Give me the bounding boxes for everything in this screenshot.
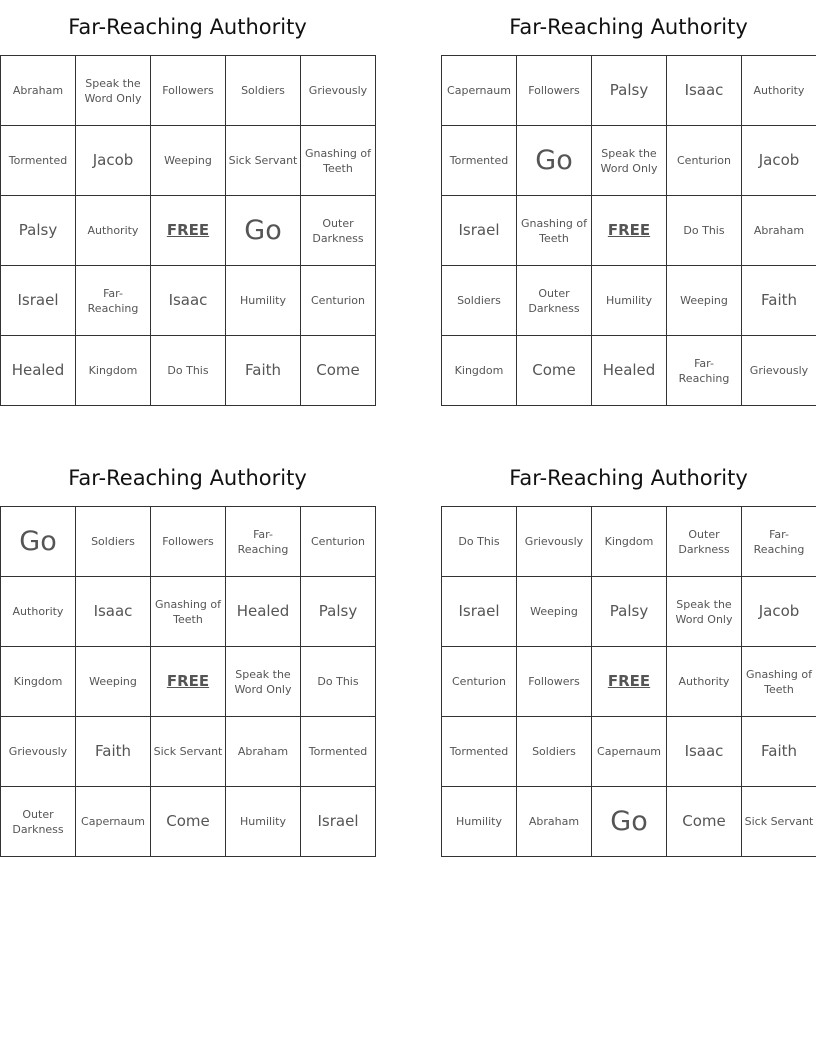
bingo-cell: Faith	[742, 266, 816, 336]
card-title: Far-Reaching Authority	[509, 466, 748, 490]
bingo-cell: Capernaum	[76, 787, 151, 857]
bingo-cell: Grievously	[517, 507, 592, 577]
bingo-cell: Healed	[1, 336, 76, 406]
bingo-cell: Do This	[301, 647, 376, 717]
bingo-cell: Soldiers	[517, 717, 592, 787]
bingo-cell: Soldiers	[442, 266, 517, 336]
bingo-cell: Jacob	[742, 577, 816, 647]
bingo-cell: Faith	[742, 717, 816, 787]
bingo-cell: Far-Reaching	[226, 507, 301, 577]
bingo-cell: Speak the Word Only	[76, 56, 151, 126]
bingo-cell: Come	[301, 336, 376, 406]
bingo-cell: Jacob	[742, 126, 816, 196]
bingo-cell: Abraham	[742, 196, 816, 266]
bingo-cell: Healed	[226, 577, 301, 647]
bingo-cell: Gnashing of Teeth	[151, 577, 226, 647]
card-title: Far-Reaching Authority	[509, 15, 748, 39]
free-space: FREE	[592, 647, 667, 717]
bingo-cell: Authority	[1, 577, 76, 647]
bingo-cell: Gnashing of Teeth	[301, 126, 376, 196]
bingo-card-4	[441, 451, 816, 857]
bingo-cell: Come	[151, 787, 226, 857]
bingo-cell: Isaac	[667, 717, 742, 787]
bingo-cell: Grievously	[301, 56, 376, 126]
bingo-cell: Isaac	[151, 266, 226, 336]
free-space: FREE	[592, 196, 667, 266]
bingo-cell: Grievously	[1, 717, 76, 787]
bingo-cell: Isaac	[76, 577, 151, 647]
bingo-cell: Palsy	[1, 196, 76, 266]
bingo-cell: Outer Darkness	[667, 507, 742, 577]
bingo-cell: Israel	[442, 577, 517, 647]
bingo-cell: Sick Servant	[226, 126, 301, 196]
bingo-cell: Tormented	[301, 717, 376, 787]
bingo-cell: Kingdom	[592, 507, 667, 577]
bingo-cell: Weeping	[517, 577, 592, 647]
bingo-cell: Do This	[442, 507, 517, 577]
bingo-card-2	[441, 0, 816, 406]
bingo-grid	[0, 55, 376, 406]
bingo-cell: Healed	[592, 336, 667, 406]
bingo-cell: Authority	[76, 196, 151, 266]
bingo-cell: Humility	[592, 266, 667, 336]
bingo-cell: Authority	[667, 647, 742, 717]
bingo-cell: Centurion	[301, 266, 376, 336]
bingo-cell: Do This	[667, 196, 742, 266]
bingo-cell: Followers	[151, 56, 226, 126]
bingo-cell: Palsy	[592, 577, 667, 647]
bingo-cell: Abraham	[1, 56, 76, 126]
bingo-cell: Go	[592, 787, 667, 857]
bingo-cell: Capernaum	[592, 717, 667, 787]
bingo-cell: Palsy	[301, 577, 376, 647]
bingo-cell: Isaac	[667, 56, 742, 126]
bingo-cell: Sick Servant	[151, 717, 226, 787]
bingo-cell: Capernaum	[442, 56, 517, 126]
bingo-cell: Come	[517, 336, 592, 406]
bingo-cell: Soldiers	[226, 56, 301, 126]
bingo-cell: Tormented	[442, 126, 517, 196]
bingo-cell: Go	[226, 196, 301, 266]
bingo-cell: Faith	[226, 336, 301, 406]
bingo-cell: Followers	[517, 56, 592, 126]
bingo-cell: Centurion	[301, 507, 376, 577]
bingo-cell: Humility	[442, 787, 517, 857]
bingo-cell: Abraham	[226, 717, 301, 787]
bingo-cell: Humility	[226, 266, 301, 336]
bingo-cell: Outer Darkness	[1, 787, 76, 857]
bingo-grid	[0, 506, 376, 857]
bingo-cell: Come	[667, 787, 742, 857]
bingo-card-1	[0, 0, 375, 406]
bingo-cell: Far-Reaching	[76, 266, 151, 336]
bingo-grid	[441, 55, 816, 406]
card-title: Far-Reaching Authority	[68, 466, 307, 490]
bingo-cell: Grievously	[742, 336, 816, 406]
bingo-cell: Israel	[1, 266, 76, 336]
bingo-cell: Sick Servant	[742, 787, 816, 857]
bingo-cell: Go	[1, 507, 76, 577]
bingo-cell: Followers	[151, 507, 226, 577]
card-title: Far-Reaching Authority	[68, 15, 307, 39]
bingo-cell: Humility	[226, 787, 301, 857]
bingo-cell: Soldiers	[76, 507, 151, 577]
bingo-cell: Outer Darkness	[301, 196, 376, 266]
bingo-cell: Israel	[301, 787, 376, 857]
bingo-cell: Palsy	[592, 56, 667, 126]
bingo-cell: Tormented	[442, 717, 517, 787]
bingo-cell: Jacob	[76, 126, 151, 196]
bingo-cell: Kingdom	[1, 647, 76, 717]
bingo-cell: Weeping	[76, 647, 151, 717]
bingo-cell: Speak the Word Only	[667, 577, 742, 647]
bingo-cell: Israel	[442, 196, 517, 266]
bingo-cell: Faith	[76, 717, 151, 787]
bingo-cell: Followers	[517, 647, 592, 717]
free-space: FREE	[151, 647, 226, 717]
bingo-cell: Centurion	[442, 647, 517, 717]
bingo-cell: Do This	[151, 336, 226, 406]
bingo-cell: Go	[517, 126, 592, 196]
bingo-grid	[441, 506, 816, 857]
bingo-cell: Far-Reaching	[667, 336, 742, 406]
bingo-cell: Speak the Word Only	[226, 647, 301, 717]
bingo-cell: Kingdom	[76, 336, 151, 406]
bingo-cell: Gnashing of Teeth	[742, 647, 816, 717]
bingo-cell: Weeping	[667, 266, 742, 336]
bingo-cell: Abraham	[517, 787, 592, 857]
bingo-cell: Tormented	[1, 126, 76, 196]
bingo-cell: Kingdom	[442, 336, 517, 406]
bingo-cell: Gnashing of Teeth	[517, 196, 592, 266]
bingo-cell: Speak the Word Only	[592, 126, 667, 196]
free-space: FREE	[151, 196, 226, 266]
bingo-cell: Outer Darkness	[517, 266, 592, 336]
bingo-card-3	[0, 451, 375, 857]
bingo-cell: Centurion	[667, 126, 742, 196]
bingo-cell: Weeping	[151, 126, 226, 196]
bingo-cell: Authority	[742, 56, 816, 126]
bingo-cell: Far-Reaching	[742, 507, 816, 577]
